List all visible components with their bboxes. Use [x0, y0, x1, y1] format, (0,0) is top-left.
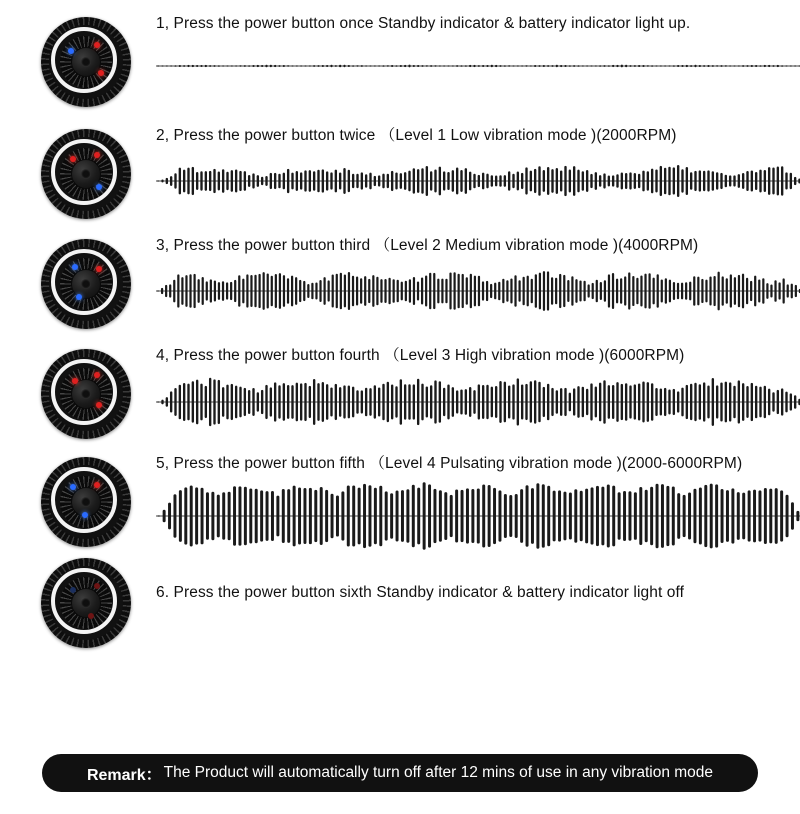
step-row-3: [0, 236, 800, 332]
device-illustration-3: [24, 236, 148, 332]
power-button-icon[interactable]: [81, 57, 91, 67]
led-indicator-red-2: [98, 70, 104, 76]
device-illustration-6: [24, 555, 148, 651]
led-indicator-red: [94, 482, 100, 488]
step-label-1: 1, Press the power button once Standby indicator & battery indicator light up.: [156, 15, 691, 32]
step-content-6: [148, 555, 800, 602]
device-illustration-5: [24, 454, 148, 550]
instruction-sheet: [0, 14, 800, 814]
step-label-3: 3, Press the power button third （Level 2 Medium vibration mode )(4000RPM): [156, 237, 699, 254]
level-1-waveform: [156, 153, 800, 209]
led-indicator-blue: [70, 484, 76, 490]
step-row-2: [0, 126, 800, 222]
led-indicator-red: [94, 42, 100, 48]
led-indicator-blue: [72, 264, 78, 270]
step-content-2: [148, 126, 800, 209]
level-3-waveform: [156, 373, 800, 431]
led-indicator-blue: [68, 48, 74, 54]
level-2-waveform: [156, 263, 800, 319]
standby-waveform: [156, 41, 800, 91]
power-button-icon[interactable]: [81, 169, 91, 179]
remark-banner: [42, 754, 758, 792]
step-content-5: [148, 454, 800, 551]
waveform-1: [156, 41, 800, 97]
step-label-5: 5, Press the power button fifth （Level 4 Pulsating vibration mode )(2000-6000RPM): [156, 455, 743, 472]
step-row-1: [0, 14, 800, 110]
remark-label: Remark：: [86, 766, 162, 784]
led-indicator-red: [94, 372, 100, 378]
step-label-2: 2, Press the power button twice （Level 1 Low vibration mode )(2000RPM): [156, 127, 677, 144]
waveform-5: [156, 481, 800, 551]
step-row-6: [0, 555, 800, 651]
device-illustration-2: [24, 126, 148, 222]
device-illustration-1: [24, 14, 148, 110]
waveform-3: [156, 263, 800, 319]
led-indicator-red: [96, 266, 102, 272]
led-indicator-blue: [96, 184, 102, 190]
step-row-5: [0, 454, 800, 551]
step-content-3: [148, 236, 800, 319]
waveform-2: [156, 153, 800, 209]
step-content-1: [148, 14, 800, 97]
led-indicator-red: [94, 152, 100, 158]
level-4-waveform: [156, 481, 800, 551]
step-row-4: [0, 346, 800, 442]
remark-text: The Product will automatically turn off after 12 mins of use in any vibration mode: [163, 764, 714, 781]
power-button-icon[interactable]: [81, 279, 91, 289]
power-button-icon[interactable]: [81, 497, 91, 507]
led-indicator-red-2: [70, 156, 76, 162]
led-indicator-red-3: [96, 402, 102, 408]
step-label-4: 4, Press the power button fourth （Level 3 High vibration mode )(6000RPM): [156, 347, 685, 364]
step-label-6: 6. Press the power button sixth Standby indicator & battery indicator light off: [156, 584, 685, 602]
led-indicator-blue-2: [76, 294, 82, 300]
led-indicator-blue-2: [82, 512, 88, 518]
step-content-4: [148, 346, 800, 429]
device-illustration-4: [24, 346, 148, 442]
led-indicator-red-2: [72, 378, 78, 384]
power-button-icon[interactable]: [81, 389, 91, 399]
waveform-4: [156, 373, 800, 429]
